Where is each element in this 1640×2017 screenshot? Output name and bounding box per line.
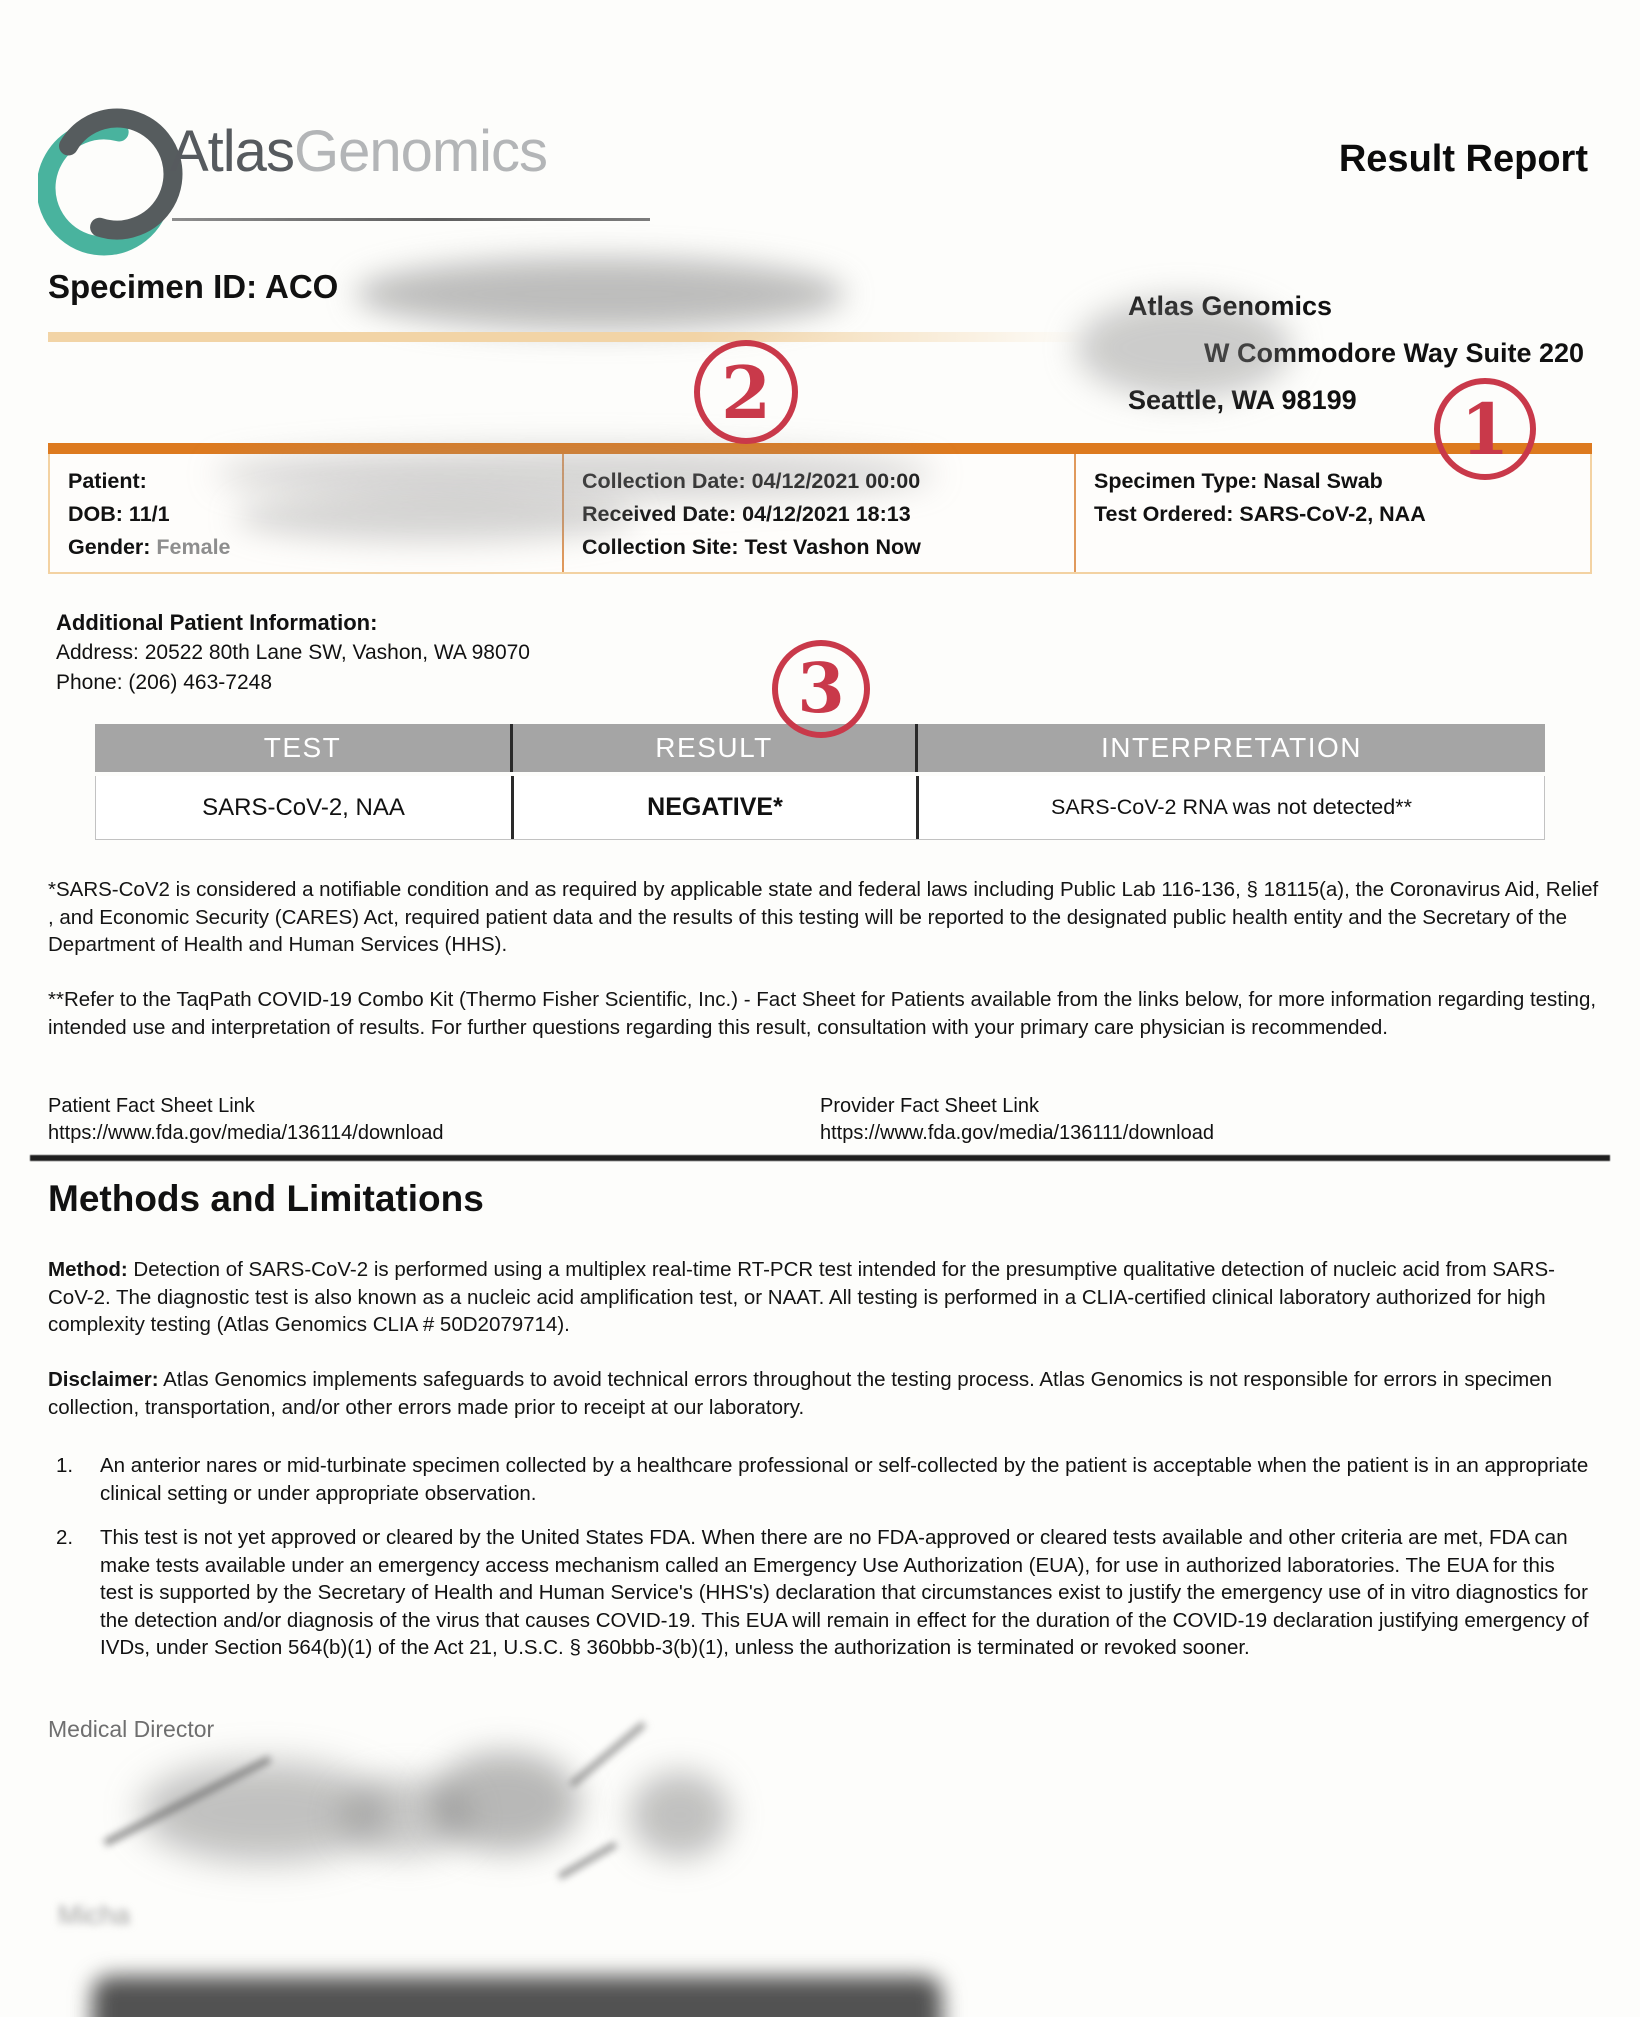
gender-row bbox=[68, 531, 562, 564]
patient-info-box bbox=[48, 443, 1592, 574]
annotation-circle-3 bbox=[772, 640, 870, 738]
list-item bbox=[56, 1524, 1592, 1662]
list-item-text: An anterior nares or mid-turbinate specimen collected by a healthcare professional or self-collected by the patient is acceptable when the patient is in an appropriate clinical setting or under appropriate observation. bbox=[100, 1454, 1589, 1505]
signature-blur bbox=[340, 1778, 470, 1856]
specimen-id-line bbox=[48, 268, 338, 306]
annotation-number-2: 2 bbox=[720, 349, 772, 435]
methods-heading: Methods and Limitations bbox=[48, 1178, 484, 1219]
patient-label: Patient: bbox=[68, 469, 147, 493]
signature-blur bbox=[140, 1762, 390, 1862]
cell-test: SARS-CoV-2, NAA bbox=[202, 793, 405, 821]
footnote-notifiable-condition: *SARS-CoV2 is considered a notifiable condition and as required by applicable state and federal laws including Public Lab 116-136, § 18115(a), the Coronavirus Aid, Relief , and Economic Security (CARES) Act, required patient data and the results of this testing will be reported to the designated public health entity and the Secretary of the Department of Health and Human Services (HHS). bbox=[48, 878, 1599, 956]
provider-fact-sheet-label: Provider Fact Sheet Link bbox=[820, 1095, 1039, 1117]
disclaimer-text: Atlas Genomics implements safeguards to avoid technical errors throughout the testing process. Atlas Genomics is not responsible for errors in specimen collection, transportation, and/or other errors made prior to receipt at our laboratory. bbox=[48, 1368, 1553, 1419]
logo-wordmark-genomics: Genomics bbox=[293, 119, 548, 184]
report-title: Result Report bbox=[1338, 138, 1588, 180]
received-date-label: Received Date: bbox=[582, 502, 737, 526]
patient-fact-sheet-label: Patient Fact Sheet Link bbox=[48, 1095, 255, 1117]
additional-info-heading: Additional Patient Information: bbox=[56, 610, 378, 635]
info-box-orange-bar bbox=[48, 443, 1592, 454]
footnote-fact-sheet: **Refer to the TaqPath COVID-19 Combo Kit (Thermo Fisher Scientific, Inc.) - Fact Sheet for Patients available from the links below, for more information regarding testing, intended use and interpretation of results. For further questions regarding this result, consultation with your primary care physician is recommended. bbox=[48, 988, 1597, 1039]
collection-site-row bbox=[582, 531, 1074, 564]
test-ordered-value: SARS-CoV-2, NAA bbox=[1239, 502, 1426, 526]
logo-wordmark-atlas: Atlas bbox=[170, 119, 294, 184]
specimen-underline bbox=[48, 332, 1088, 342]
annotation-circle-2 bbox=[694, 340, 798, 444]
specimen-id-value: ACO bbox=[265, 268, 339, 305]
bottom-redaction-bar bbox=[92, 1976, 942, 2017]
cell-result: NEGATIVE* bbox=[511, 776, 916, 839]
header-interpretation: INTERPRETATION bbox=[915, 724, 1545, 772]
annotation-circle-1 bbox=[1434, 378, 1536, 480]
collection-site-label: Collection Site: bbox=[582, 535, 739, 559]
logo-underline bbox=[172, 218, 650, 221]
patient-fact-sheet-block bbox=[48, 1093, 443, 1147]
collection-date-label: Collection Date: bbox=[582, 469, 746, 493]
gender-label: Gender: bbox=[68, 535, 151, 559]
gender-value: Female bbox=[156, 535, 231, 559]
header-result: RESULT bbox=[510, 724, 915, 772]
received-date-row bbox=[582, 498, 1074, 531]
additional-info-address: Address: 20522 80th Lane SW, Vashon, WA 98070 bbox=[56, 641, 530, 664]
collection-date-row bbox=[582, 465, 1074, 498]
collection-site-value: Test Vashon Now bbox=[744, 535, 921, 559]
specimen-id-label: Specimen ID: bbox=[48, 268, 265, 305]
provider-fact-sheet-block bbox=[820, 1093, 1214, 1147]
cell-interpretation: SARS-CoV-2 RNA was not detected** bbox=[916, 776, 1544, 839]
results-table bbox=[95, 724, 1545, 840]
signature-blur bbox=[630, 1772, 730, 1858]
list-item-number: 1. bbox=[56, 1454, 74, 1477]
signature-blur bbox=[430, 1752, 580, 1852]
signature-stroke bbox=[104, 1756, 272, 1845]
received-date-value: 04/12/2021 18:13 bbox=[742, 502, 911, 526]
additional-patient-info bbox=[56, 608, 530, 698]
header-test: TEST bbox=[263, 732, 342, 763]
collection-column bbox=[562, 454, 1074, 572]
patient-fact-sheet-url: https://www.fda.gov/media/136114/download bbox=[48, 1122, 444, 1144]
medical-director-name-blurred: Micha bbox=[58, 1900, 131, 1930]
medical-director-label: Medical Director bbox=[48, 1716, 215, 1742]
annotation-number-3: 3 bbox=[797, 649, 845, 729]
lab-address-line2: Seattle, WA 98199 bbox=[1128, 385, 1357, 415]
collection-date-value: 04/12/2021 00:00 bbox=[751, 469, 921, 493]
lab-address-line1: W Commodore Way Suite 220 bbox=[1204, 338, 1585, 368]
additional-info-phone: Phone: (206) 463-7248 bbox=[56, 671, 272, 694]
test-ordered-row bbox=[1094, 498, 1590, 531]
redaction-blur-specimen-id bbox=[355, 258, 845, 330]
dob-value: 11/1 bbox=[128, 502, 170, 526]
test-ordered-label: Test Ordered: bbox=[1094, 502, 1234, 526]
signature-stroke bbox=[570, 1722, 646, 1787]
list-item-number: 2. bbox=[56, 1526, 74, 1549]
dob-row bbox=[68, 498, 562, 531]
results-table-row bbox=[95, 776, 1545, 840]
method-label: Method: bbox=[48, 1258, 128, 1281]
specimen-type-value: Nasal Swab bbox=[1263, 469, 1383, 493]
atlas-genomics-logo-icon bbox=[38, 90, 188, 273]
lab-name: Atlas Genomics bbox=[1128, 291, 1333, 321]
method-paragraph bbox=[48, 1256, 1600, 1339]
patient-row bbox=[68, 465, 562, 498]
specimen-type-label: Specimen Type: bbox=[1094, 469, 1258, 493]
list-item bbox=[56, 1452, 1592, 1507]
provider-fact-sheet-url: https://www.fda.gov/media/136111/download bbox=[820, 1122, 1214, 1144]
list-item-text: This test is not yet approved or cleared by the United States FDA. When there are no FDA-approved or cleared tests available and other criteria are met, FDA can make tests available under an emergency access mechanism called an Emergency Use Authorization (EUA), for use in authorized laboratories. The EUA for this test is supported by the Secretary of Health and Human Service's (HHS's) declaration that circumstances exist to justify the emergency use of in vitro diagnostics for the detection and/or diagnosis of the virus that causes COVID-19. This EUA will remain in effect for the duration of the COVID-19 declaration justifying emergency of IVDs, under Section 564(b)(1) of the Act 21, U.S.C. § 360bbb-3(b)(1), unless the authorization is terminated or revoked sooner. bbox=[100, 1526, 1589, 1659]
section-divider-rule bbox=[30, 1155, 1610, 1161]
limitations-list bbox=[56, 1452, 1592, 1679]
patient-column bbox=[50, 454, 562, 572]
disclaimer-label: Disclaimer: bbox=[48, 1368, 159, 1391]
method-text: Detection of SARS-CoV-2 is performed using a multiplex real-time RT-PCR test intended for the presumptive qualitative detection of nucleic acid from SARS-CoV-2. The diagnostic test is also known as a nucleic acid amplification test, or NAAT. All testing is performed in a CLIA-certified clinical laboratory authorized for high complexity testing (Atlas Genomics CLIA # 50D2079714). bbox=[48, 1258, 1555, 1336]
specimen-type-row bbox=[1094, 465, 1590, 498]
logo-wordmark bbox=[170, 118, 547, 185]
annotation-number-1: 1 bbox=[1460, 387, 1510, 471]
disclaimer-paragraph bbox=[48, 1366, 1600, 1421]
signature-stroke bbox=[558, 1842, 617, 1879]
dob-label: DOB: bbox=[68, 502, 123, 526]
